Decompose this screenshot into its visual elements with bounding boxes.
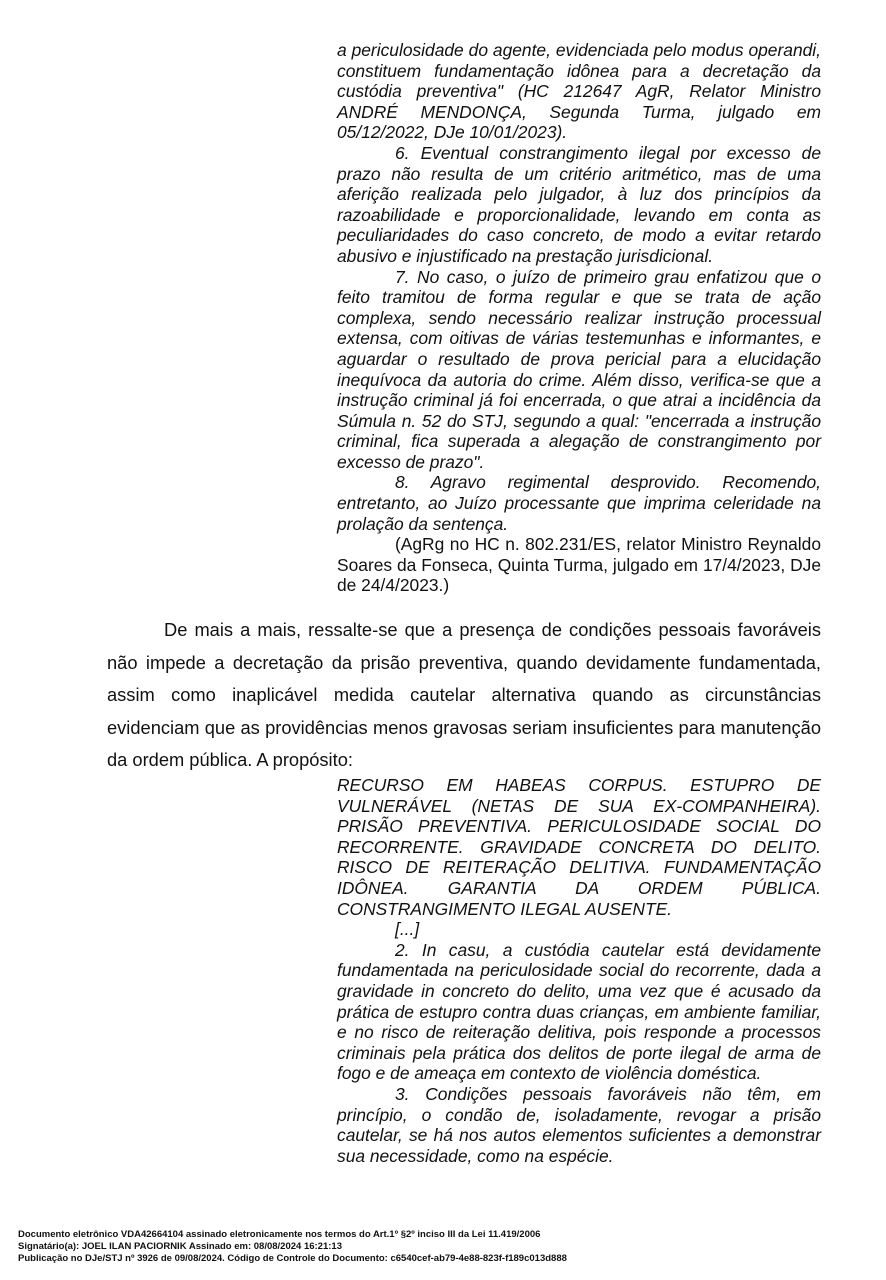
citation-item-6: 6. Eventual constrangimento ilegal por excesso de prazo não resulta de um critério aritmético, mas de uma aferição realizada pelo julgador, à luz dos princípios da razoabilidade e proporcionalidade, levando em conta as peculiaridades do caso concreto, de modo a evitar retardo abusivo e injustificado na prestação jurisdicional.	[337, 142, 821, 266]
signature-footer	[18, 1229, 567, 1265]
citation-reference: (AgRg no HC n. 802.231/ES, relator Ministro Reynaldo Soares da Fonseca, Quinta Turma, julgado em 17/4/2023, DJe de 24/4/2023.)	[337, 534, 821, 596]
citation-paragraph-continuation: a periculosidade do agente, evidenciada pelo modus operandi, constituem fundamentação idônea para a decretação da custódia preventiva" (HC 212647 AgR, Relator Ministro ANDRÉ MENDONÇA, Segunda Turma, julgado em 05/12/2022, DJe 10/01/2023).	[337, 40, 821, 143]
citation-item-3: 3. Condições pessoais favoráveis não têm, em princípio, o condão de, isoladamente, revogar a prisão cautelar, se há nos autos elementos suficientes a demonstrar sua necessidade, como na espécie.	[337, 1083, 821, 1166]
citation-item-2: 2. In casu, a custódia cautelar está devidamente fundamentada na periculosidade social do recorrente, dada a gravidade in concreto do delito, uma vez que é acusado da prática de estupro contra duas crianças, em ambiente familiar, e no risco de reiteração delitiva, pois responde a processos criminais pela prática dos delitos de porte ilegal de arma de fogo e de ameaça em contexto de violência doméstica.	[337, 939, 821, 1084]
citation-item-7: 7. No caso, o juízo de primeiro grau enfatizou que o feito tramitou de forma regular e que se trata de ação complexa, sendo necessário realizar instrução processual extensa, com oitivas de várias testemunhas e informantes, e aguardar o resultado de prova pericial para a elucidação inequívoca da autoria do crime. Além disso, verifica-se que a instrução criminal já foi encerrada, o que atrai a incidência da Súmula n. 52 do STJ, segundo a qual: "encerrada a instrução criminal, fica superada a alegação de constrangimento por excesso de prazo".	[337, 266, 821, 472]
main-paragraph-block	[107, 614, 821, 777]
citation-block-1	[337, 40, 821, 596]
citation-block-2	[337, 775, 821, 1166]
footer-line-signatory: Signatário(a): JOEL ILAN PACIORNIK Assinado em: 08/08/2024 16:21:13	[18, 1241, 342, 1252]
footer-line-document: Documento eletrônico VDA42664104 assinado eletronicamente nos termos do Art.1º §2º inciso III da Lei 11.419/2006	[18, 1229, 541, 1240]
main-paragraph: De mais a mais, ressalte-se que a presença de condições pessoais favoráveis não impede a decretação da prisão preventiva, quando devidamente fundamentada, assim como inaplicável medida cautelar alternativa quando as circunstâncias evidenciam que as providências menos gravosas seriam insuficientes para manutenção da ordem pública. A propósito:	[107, 619, 821, 770]
footer-line-publication: Publicação no DJe/STJ nº 3926 de 09/08/2024. Código de Controle do Documento: c6540cef-ab79-4e88-823f-f189c013d888	[18, 1253, 567, 1264]
citation-ellipsis: [...]	[395, 919, 420, 940]
citation-item-8: 8. Agravo regimental desprovido. Recomendo, entretanto, ao Juízo processante que imprima celeridade na prolação da sentença.	[337, 472, 821, 534]
citation-ementa: RECURSO EM HABEAS CORPUS. ESTUPRO DE VULNERÁVEL (NETAS DE SUA EX-COMPANHEIRA). PRISÃO PREVENTIVA. PERICULOSIDADE SOCIAL DO RECORRENTE. GRAVIDADE CONCRETA DO DELITO. RISCO DE REITERAÇÃO DELITIVA. FUNDAMENTAÇÃO IDÔNEA. GARANTIA DA ORDEM PÚBLICA. CONSTRANGIMENTO ILEGAL AUSENTE.	[337, 775, 821, 919]
